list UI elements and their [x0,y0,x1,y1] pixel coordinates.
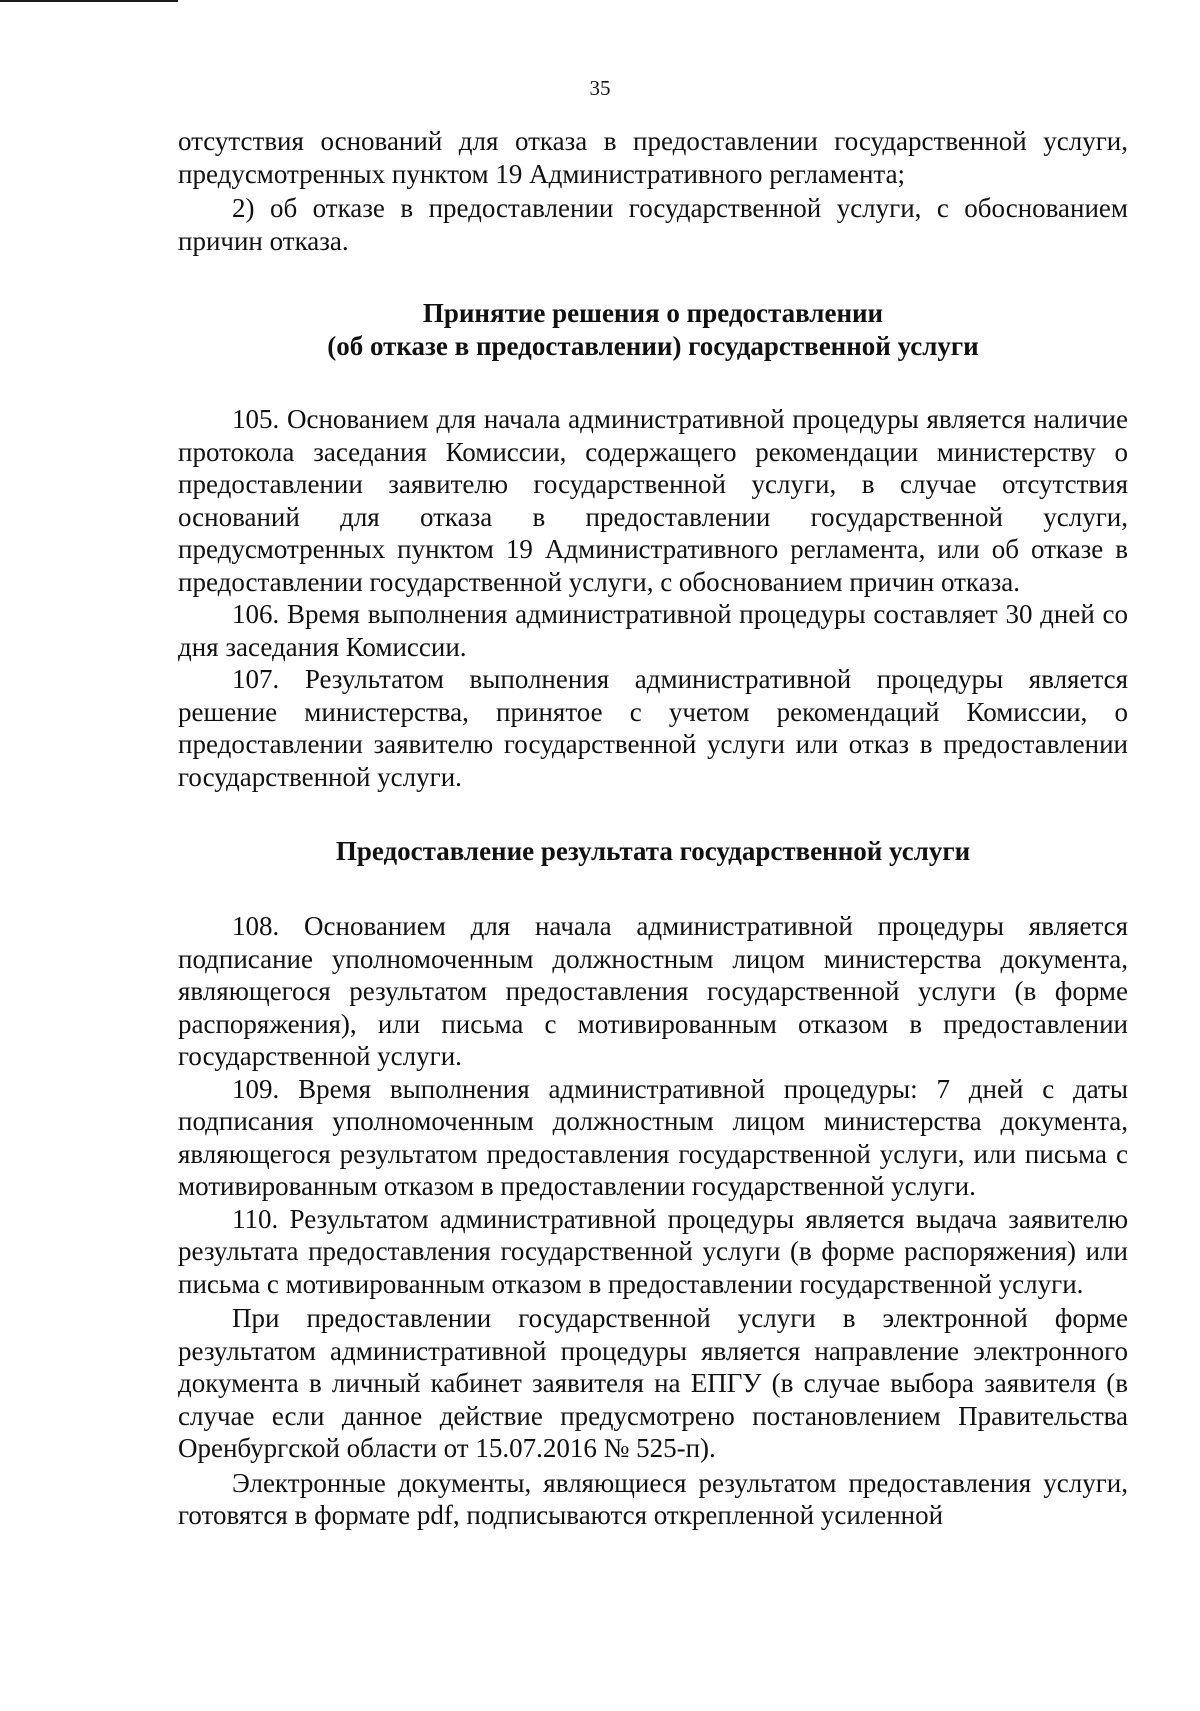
paragraph-108: 108. Основанием для начала административной процедуры является подписание уполномоченным должностным лицом министерства документа, являющегося результатом предоставления государственной услуги (в форме распоряжения), или письма с мотивированным отказом в предоставлении государственной услуги. [178,911,1128,1071]
paragraph-110: 110. Результатом административной процедуры является выдача заявителю результата предоставления государственной услуги (в форме распоряжения) или письма с мотивированным отказом в предоставлении государственной услуги. [178,1203,1128,1299]
section-heading-decision [178,297,1128,363]
paragraph-107: 107. Результатом выполнения административной процедуры является решение министерства, принятое с учетом рекомендаций Комиссии, о предоставлении заявителю государственной услуги или отказ в предоставлении государственной услуги. [178,664,1128,792]
section-heading-line-1: Принятие решения о предоставлении [422,298,884,328]
paragraph-electronic-documents: Электронные документы, являющиеся результатом предоставления услуги, готовятся в формате pdf, подписываются открепленной усиленной [178,1467,1128,1530]
document-body [178,125,1128,1532]
paragraph-109: 109. Время выполнения административной процедуры: 7 дней с даты подписания уполномоченным должностным лицом министерства документа, являющегося результатом предоставления государственной услуги, или письма с мотивированным отказом в предоставлении государственной услуги. [178,1073,1128,1201]
paragraph-105: 105. Основанием для начала административной процедуры является наличие протокола заседания Комиссии, содержащего рекомендации министерству о предоставлении заявителю государственной услуги, в случае отсутствия оснований для отказа в предоставлении государственной услуги, предусмотренных пунктом 19 Административного регламента, или об отказе в предоставлении государственной услуги, с обоснованием причин отказа. [178,404,1128,597]
page-number: 35 [589,76,611,100]
paragraph-106: 106. Время выполнения административной процедуры составляет 30 дней со дня заседания Комиссии. [178,599,1128,662]
scan-edge-mark [0,0,178,2]
section-heading-line-2: (об отказе в предоставлении) государственной услуги [327,331,979,361]
paragraph-electronic-form: При предоставлении государственной услуги в электронной форме результатом административной процедуры является направление электронного документа в личный кабинет заявителя на ЕПГУ (в случае выбора заявителя (в случае если данное действие предусмотрено постановлением Правительства Оренбургской области от 15.07.2016 № 525-п). [178,1303,1128,1463]
paragraph-refusal-item-2: 2) об отказе в предоставлении государственной услуги, с обоснованием причин отказа. [178,193,1128,256]
section-heading-result: Предоставление результата государственной услуги [335,836,971,866]
continuation-paragraph: отсутствия оснований для отказа в предоставлении государственной услуги, предусмотренных пунктом 19 Административного регламента; [178,126,1128,189]
